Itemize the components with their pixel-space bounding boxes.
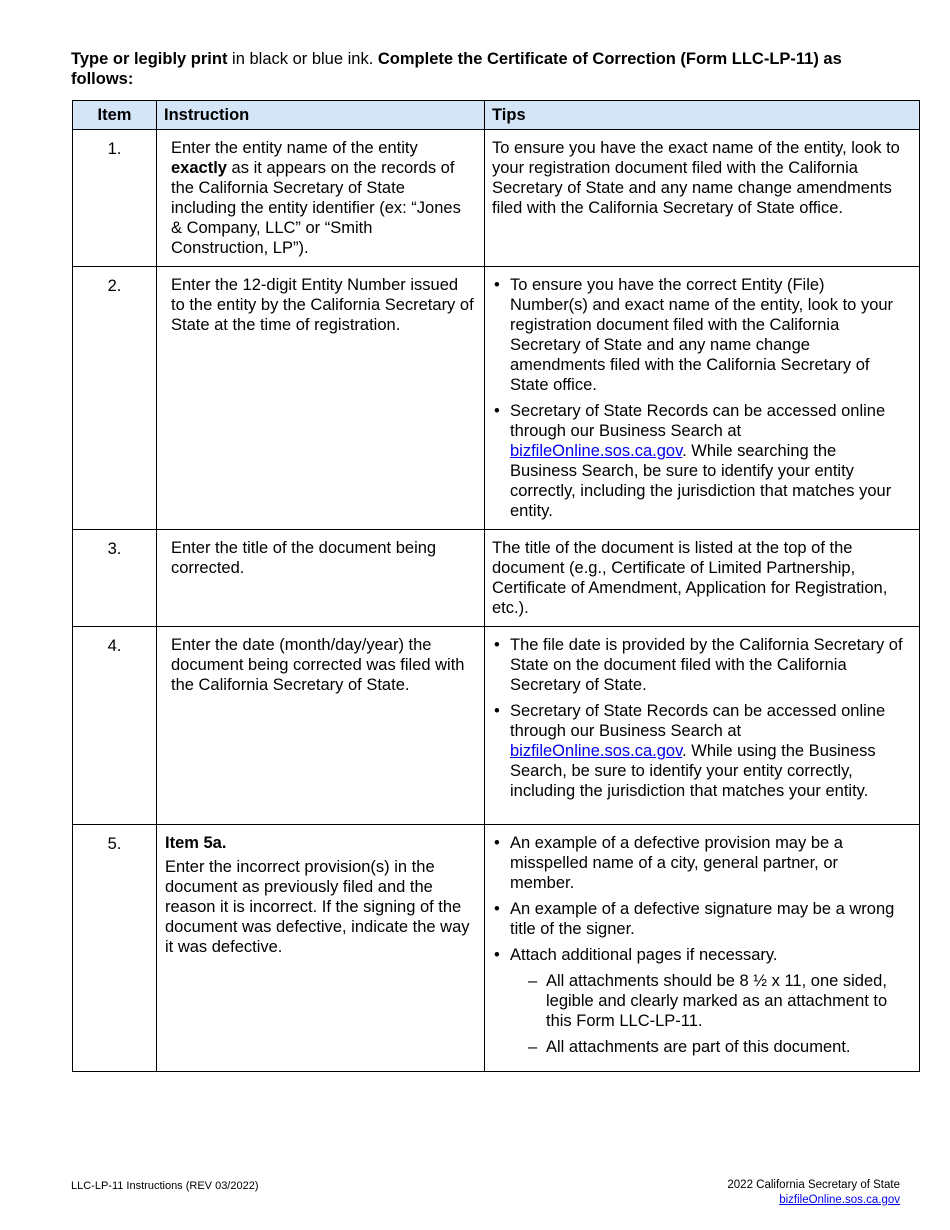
tip-cell — [485, 627, 920, 825]
instructions-table — [72, 100, 920, 1072]
tip-text: Secretary of State Records can be accessed online through our Business Search at — [510, 402, 886, 440]
instruction-cell: Enter the 12-digit Entity Number issued to the entity by the California Secretary of State at the time of registration. — [157, 267, 485, 530]
item-number: 1. — [73, 130, 157, 267]
tip-dash-item: – All attachments should be 8 ½ x 11, one sided, legible and clearly marked as an attachment to this Form LLC-LP-11. — [510, 971, 905, 1031]
tip-sublist — [510, 971, 905, 1057]
bizfile-link[interactable]: bizfileOnline.sos.ca.gov — [510, 442, 683, 460]
heading-bold-1: Type or legibly print — [71, 50, 228, 68]
footer-copyright — [727, 1178, 900, 1208]
heading-bold-2: Complete the Certificate of Correction (Form LLC-LP-11) as follows: — [71, 50, 842, 88]
tip-bullet — [492, 401, 905, 521]
tip-bullet: • To ensure you have the correct Entity (File) Number(s) and exact name of the entity, look to your registration document filed with the California Secretary of State and any name change amendments filed with the California Secretary of State office. — [492, 275, 905, 395]
tip-bullet: • The file date is provided by the California Secretary of State on the document filed with the California Secretary of State. — [492, 635, 905, 695]
item-number: 2. — [73, 267, 157, 530]
column-header-instruction: Instruction — [157, 101, 485, 130]
instruction-text: Enter the incorrect provision(s) in the document as previously filed and the reason it is incorrect. If the signing of the document was defective, indicate the way it was defective. — [165, 858, 470, 956]
tip-dash-item: – All attachments are part of this document. — [510, 1037, 905, 1057]
form-revision-label: LLC-LP-11 Instructions (REV 03/2022) — [71, 1180, 259, 1192]
table-row — [73, 627, 920, 825]
tip-list — [492, 275, 905, 521]
tip-text: . While using the Business Search, be sure to identify your entity correctly, including the jurisdiction that matches your entity. — [510, 742, 876, 800]
tip-cell: To ensure you have the exact name of the entity, look to your registration document filed with the California Secretary of State and any name change amendments filed with the California Secretary of State office. — [485, 130, 920, 267]
tip-text: Attach additional pages if necessary. — [510, 946, 778, 964]
table-header-row — [73, 101, 920, 130]
column-header-item: Item — [73, 101, 157, 130]
instruction-cell: Enter the title of the document being corrected. — [157, 530, 485, 627]
tip-bullet — [492, 945, 905, 1057]
heading-plain: in black or blue ink. — [227, 50, 378, 68]
instruction-emphasis: exactly — [171, 159, 227, 177]
instruction-subtitle: Item 5a. — [165, 834, 227, 852]
footer-bizfile-link[interactable]: bizfileOnline.sos.ca.gov — [779, 1194, 900, 1206]
item-number: 5. — [73, 825, 157, 1072]
instruction-text: as it appears on the records of the California Secretary of State including the entity identifier (ex: “Jones & Company, LLC” or “Smith Construction, LP”). — [171, 159, 461, 257]
tip-cell — [485, 267, 920, 530]
column-header-tips: Tips — [485, 101, 920, 130]
copyright-text: 2022 California Secretary of State — [727, 1179, 900, 1191]
table-row — [73, 825, 920, 1072]
item-number: 3. — [73, 530, 157, 627]
instruction-text: Enter the entity name of the entity — [171, 139, 418, 157]
form-instructions-heading — [71, 49, 891, 89]
table-row — [73, 530, 920, 627]
instruction-cell — [157, 825, 485, 1072]
item-number: 4. — [73, 627, 157, 825]
table-row — [73, 130, 920, 267]
tip-cell — [485, 825, 920, 1072]
tip-bullet: • An example of a defective provision may be a misspelled name of a city, general partner, or member. — [492, 833, 905, 893]
tip-cell: The title of the document is listed at the top of the document (e.g., Certificate of Limited Partnership, Certificate of Amendment, Application for Registration, etc.). — [485, 530, 920, 627]
tip-bullet — [492, 701, 905, 801]
tip-list — [492, 833, 905, 1057]
bizfile-link[interactable]: bizfileOnline.sos.ca.gov — [510, 742, 683, 760]
tip-text: Secretary of State Records can be accessed online through our Business Search at — [510, 702, 886, 740]
tip-bullet: • An example of a defective signature may be a wrong title of the signer. — [492, 899, 905, 939]
instruction-cell — [157, 130, 485, 267]
table-row — [73, 267, 920, 530]
instruction-cell: Enter the date (month/day/year) the document being corrected was filed with the California Secretary of State. — [157, 627, 485, 825]
tip-list — [492, 635, 905, 801]
tip-text: . While searching the Business Search, be sure to identify your entity correctly, including the jurisdiction that matches your entity. — [510, 442, 892, 520]
